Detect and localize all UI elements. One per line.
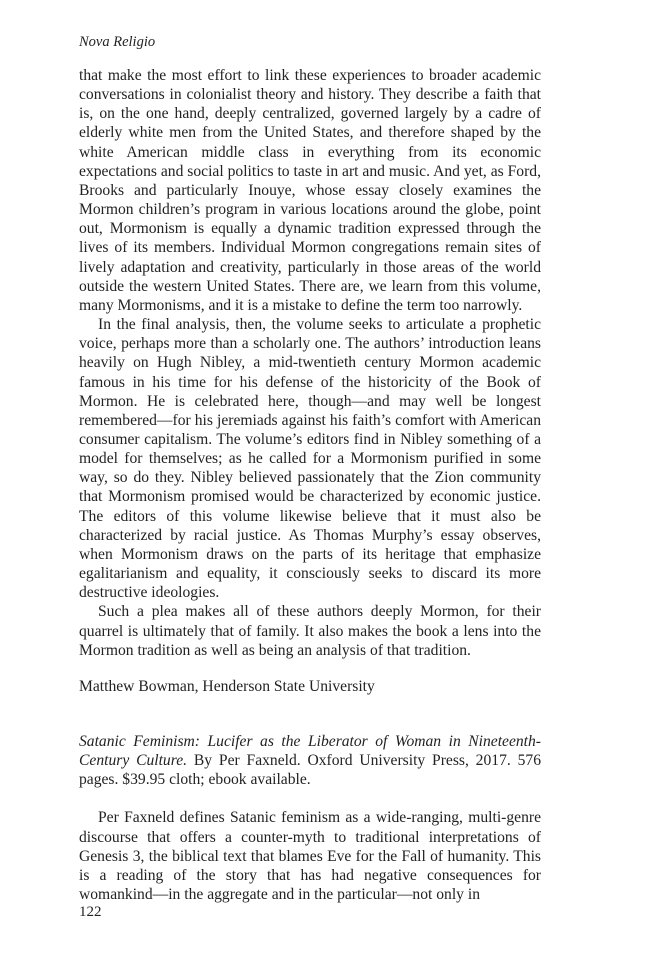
page-number: 122 — [79, 904, 102, 920]
paragraph: that make the most effort to link these experiences to broader academic conversations in colonialist theory and history. They describe a faith that is, on the one hand, deeply centralized, governed largely by a cadre of elderly white men from the United States, and therefore shaped by the white American middle class in everything from its economic expectations and social politics to taste in art and music. And yet, as Ford, Brooks and particularly Inouye, whose essay closely examines the Mormon children’s program in various locations around the globe, point out, Mormonism is equally a dynamic tradition expressed through the lives of its members. Individual Mormon congregations remain sites of lively adaptation and creativity, particularly in those areas of the world outside the western United States. There are, we learn from this volume, many Mormonisms, and it is a mistake to define the term too narrowly. — [79, 67, 541, 314]
body-text — [79, 66, 541, 904]
reviewer-signature: Matthew Bowman, Henderson State University — [79, 677, 375, 695]
running-head: Nova Religio — [79, 34, 156, 50]
review-body-paragraph: Per Faxneld defines Satanic feminism as a wide-ranging, multi-genre discourse that offers a counter-myth to traditional interpretations of Genesis 3, the biblical text that blames Eve for the Fall of humanity. This is a reading of the story that has had negative consequences for womankind—in the aggregate and in the particular—not only in — [79, 809, 541, 904]
paragraph: Such a plea makes all of these authors deeply Mormon, for their quarrel is ultimately that of family. It also makes the book a lens into the Mormon tradition as well as being an analysis of that tradition. — [79, 603, 541, 659]
review-heading — [79, 732, 541, 789]
paragraph: In the final analysis, then, the volume seeks to articulate a prophetic voice, perhaps more than a scholarly one. The authors’ introduction leans heavily on Hugh Nibley, a mid-twentieth century Mormon academic famous in his time for his defense of the historicity of the Book of Mormon. He is celebrated here, though—and may well be longest remembered—for his jeremiads against his faith’s comfort with American consumer capitalism. The volume’s editors find in Nibley something of a model for themselves; as he called for a Mormonism purified in some way, so do they. Nibley believed passionately that the Zion community that Mormonism promised would be characterized by economic justice. The editors of this volume likewise believe that it must also be characterized by racial justice. As Thomas Murphy’s essay observes, when Mormonism draws on the parts of its heritage that emphasize egalitarianism and equality, it consciously seeks to discard its more destructive ideologies. — [79, 316, 541, 602]
book-citation: By Per Faxneld. Oxford University Press, 2017. 576 pages. $39.95 cloth; ebook available. — [79, 752, 541, 789]
book-title: Satanic Feminism: Lucifer as the Liberator of Woman in Nineteenth-Century Culture. — [79, 733, 541, 770]
